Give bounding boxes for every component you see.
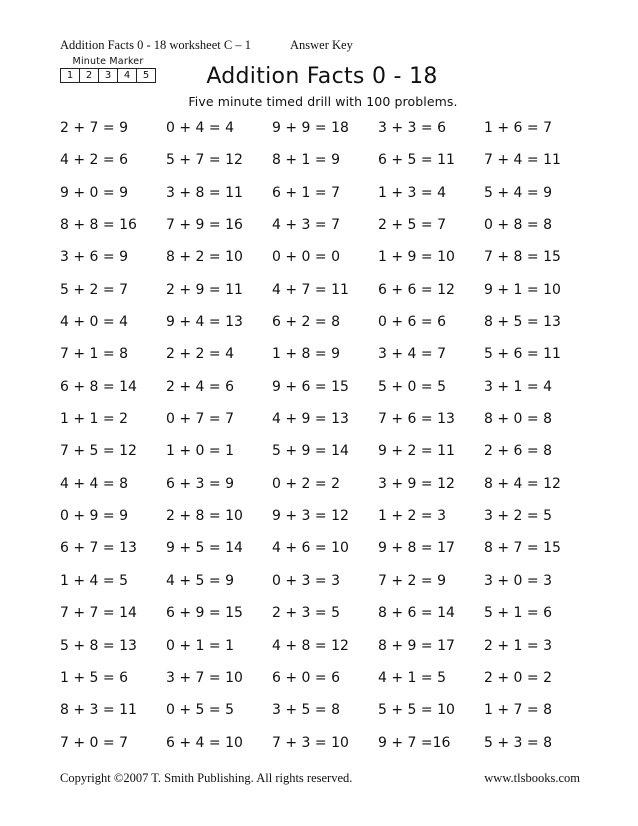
math-problem: 9 + 6 = 15 [272,378,349,395]
math-problem: 7 + 3 = 10 [272,734,349,751]
math-problem: 2 + 5 = 7 [378,217,446,234]
math-problem: 7 + 5 = 12 [60,443,137,460]
answer-key-label: Answer Key [290,38,353,52]
math-problem: 0 + 2 = 2 [272,475,340,492]
math-problem: 7 + 1 = 8 [60,346,128,363]
math-problem: 2 + 8 = 10 [166,508,243,525]
math-problem: 3 + 9 = 12 [378,475,455,492]
math-problem: 1 + 7 = 8 [484,702,552,719]
math-problem: 8 + 0 = 8 [484,411,552,428]
math-problem: 1 + 5 = 6 [60,669,128,686]
math-problem: 5 + 7 = 12 [166,152,243,169]
math-problem: 7 + 7 = 14 [60,605,137,622]
math-problem: 7 + 4 = 11 [484,152,561,169]
math-problem: 4 + 2 = 6 [60,152,128,169]
math-problem: 4 + 6 = 10 [272,540,349,557]
math-problem: 4 + 5 = 9 [166,572,234,589]
problem-grid [60,116,580,763]
math-problem: 6 + 2 = 8 [272,314,340,331]
math-problem: 9 + 5 = 14 [166,540,243,557]
math-problem: 3 + 2 = 5 [484,508,552,525]
math-problem: 9 + 9 = 18 [272,120,349,136]
math-problem: 5 + 9 = 14 [272,443,349,460]
math-problem: 9 + 0 = 9 [60,184,128,201]
math-problem: 7 + 9 = 16 [166,217,243,234]
math-problem: 0 + 6 = 6 [378,314,446,331]
math-problem: 1 + 0 = 1 [166,443,234,460]
math-problem: 7 + 8 = 15 [484,249,561,266]
math-problem: 5 + 6 = 11 [484,346,561,363]
math-problem: 5 + 3 = 8 [484,734,552,751]
math-problem: 4 + 7 = 11 [272,281,349,298]
math-problem: 8 + 6 = 14 [378,605,455,622]
math-problem: 7 + 0 = 7 [60,734,128,751]
math-problem: 2 + 0 = 2 [484,669,552,686]
copyright-text: Copyright ©2007 T. Smith Publishing. All rights reserved. [60,771,353,785]
math-problem: 8 + 3 = 11 [60,702,137,719]
math-problem: 6 + 6 = 12 [378,281,455,298]
minute-box: 3 [99,69,118,82]
math-problem: 6 + 5 = 11 [378,152,455,169]
page-title: Addition Facts 0 - 18 [206,64,438,89]
minute-marker-label: Minute Marker [72,56,144,67]
math-problem: 2 + 7 = 9 [60,120,128,136]
minute-box: 4 [118,69,137,82]
math-problem: 6 + 9 = 15 [166,605,243,622]
math-problem: 7 + 2 = 9 [378,572,446,589]
math-problem: 3 + 5 = 8 [272,702,340,719]
math-problem: 1 + 6 = 7 [484,120,552,136]
math-problem: 0 + 3 = 3 [272,572,340,589]
math-problem: 5 + 5 = 10 [378,702,455,719]
math-problem: 0 + 4 = 4 [166,120,234,136]
math-problem: 0 + 5 = 5 [166,702,234,719]
math-problem: 8 + 2 = 10 [166,249,243,266]
math-problem: 8 + 9 = 17 [378,637,455,654]
math-problem: 6 + 3 = 9 [166,475,234,492]
math-problem: 3 + 7 = 10 [166,669,243,686]
math-problem: 5 + 4 = 9 [484,184,552,201]
math-problem: 0 + 8 = 8 [484,217,552,234]
math-problem: 1 + 1 = 2 [60,411,128,428]
math-problem: 5 + 2 = 7 [60,281,128,298]
math-problem: 4 + 8 = 12 [272,637,349,654]
math-problem: 3 + 4 = 7 [378,346,446,363]
math-problem: 0 + 1 = 1 [166,637,234,654]
website-text: www.tlsbooks.com [484,771,580,785]
math-problem: 9 + 8 = 17 [378,540,455,557]
math-problem: 6 + 0 = 6 [272,669,340,686]
math-problem: 5 + 8 = 13 [60,637,137,654]
math-problem: 6 + 7 = 13 [60,540,137,557]
math-problem: 2 + 4 = 6 [166,378,234,395]
math-problem: 3 + 3 = 6 [378,120,446,136]
math-problem: 1 + 4 = 5 [60,572,128,589]
math-problem: 6 + 4 = 10 [166,734,243,751]
math-problem: 2 + 2 = 4 [166,346,234,363]
math-problem: 8 + 5 = 13 [484,314,561,331]
math-problem: 1 + 9 = 10 [378,249,455,266]
math-problem: 2 + 3 = 5 [272,605,340,622]
math-problem: 8 + 4 = 12 [484,475,561,492]
page-subtitle: Five minute timed drill with 100 problems. [188,94,458,109]
math-problem: 0 + 9 = 9 [60,508,128,525]
math-problem: 9 + 1 = 10 [484,281,561,298]
math-problem: 4 + 9 = 13 [272,411,349,428]
math-problem: 5 + 0 = 5 [378,378,446,395]
math-problem: 2 + 6 = 8 [484,443,552,460]
math-problem: 3 + 8 = 11 [166,184,243,201]
minute-box: 2 [80,69,99,82]
minute-box: 1 [61,69,80,82]
worksheet-title: Addition Facts 0 - 18 worksheet C – 1 [60,38,251,52]
math-problem: 0 + 0 = 0 [272,249,340,266]
math-problem: 8 + 7 = 15 [484,540,561,557]
math-problem: 9 + 4 = 13 [166,314,243,331]
page-header [60,38,353,53]
math-problem: 9 + 3 = 12 [272,508,349,525]
math-problem: 3 + 6 = 9 [60,249,128,266]
math-problem: 3 + 1 = 4 [484,378,552,395]
math-problem: 7 + 6 = 13 [378,411,455,428]
math-problem: 8 + 8 = 16 [60,217,137,234]
math-problem: 1 + 2 = 3 [378,508,446,525]
math-problem: 6 + 8 = 14 [60,378,137,395]
math-problem: 4 + 1 = 5 [378,669,446,686]
math-problem: 9 + 2 = 11 [378,443,455,460]
minute-marker [60,56,156,83]
math-problem: 4 + 3 = 7 [272,217,340,234]
math-problem: 6 + 1 = 7 [272,184,340,201]
math-problem: 2 + 1 = 3 [484,637,552,654]
minute-box: 5 [142,70,150,81]
math-problem: 2 + 9 = 11 [166,281,243,298]
math-problem: 8 + 1 = 9 [272,152,340,169]
minute-marker-boxes [60,68,156,83]
math-problem: 9 + 7 =16 [378,734,451,751]
math-problem: 5 + 1 = 6 [484,605,552,622]
math-problem: 4 + 4 = 8 [60,475,128,492]
math-problem: 1 + 8 = 9 [272,346,340,363]
math-problem: 0 + 7 = 7 [166,411,234,428]
math-problem: 1 + 3 = 4 [378,184,446,201]
math-problem: 4 + 0 = 4 [60,314,128,331]
math-problem: 3 + 0 = 3 [484,572,552,589]
